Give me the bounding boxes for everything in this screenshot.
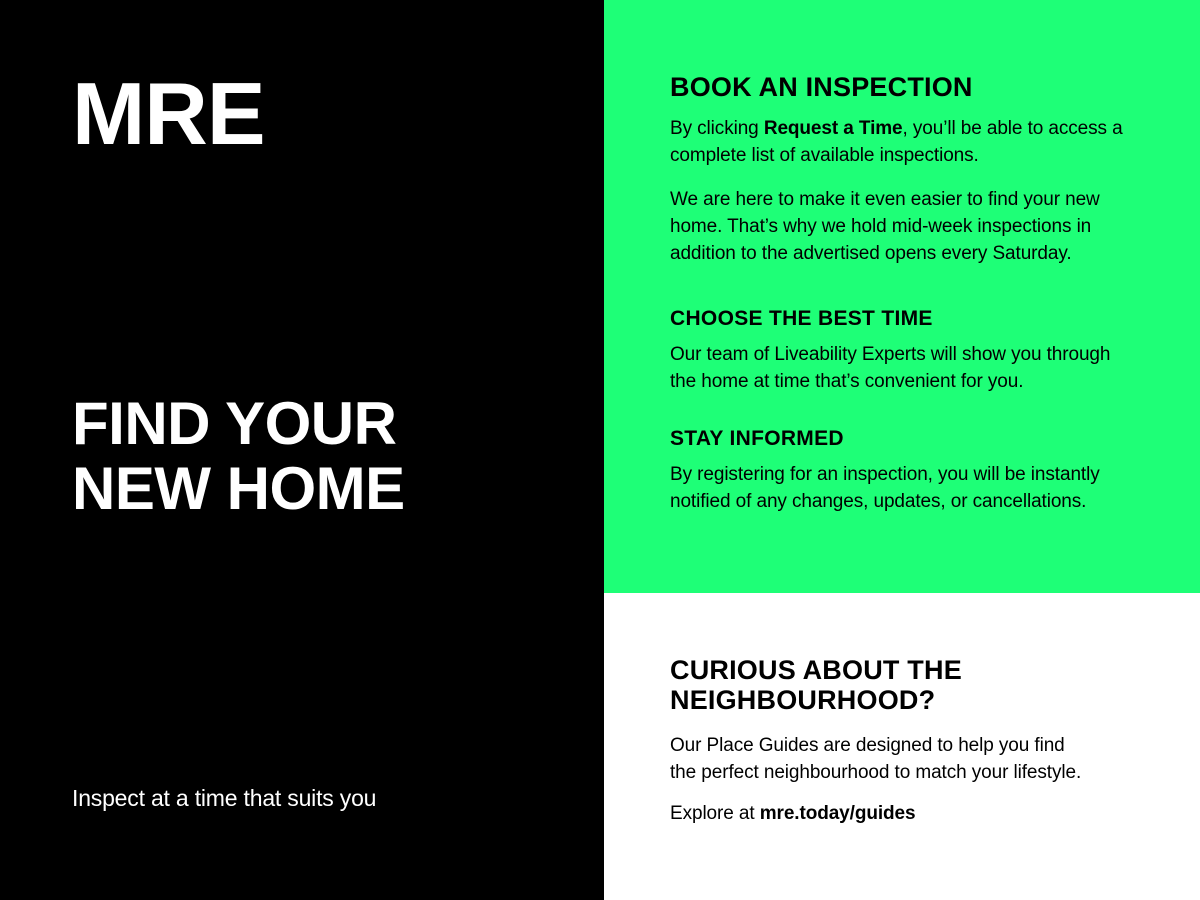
- book-inspection-panel: [604, 0, 1200, 593]
- brand-logo: MRE: [72, 64, 265, 163]
- choose-best-time-heading: CHOOSE THE BEST TIME: [670, 307, 933, 331]
- spacer: [670, 413, 1138, 427]
- neighbourhood-body: [670, 733, 1138, 787]
- para1-post: , you’ll be able to access a complete list of available inspections.: [670, 118, 1123, 167]
- para1-pre: By clicking: [670, 118, 764, 140]
- request-a-time-emphasis: Request a Time: [763, 118, 903, 140]
- explore-prefix: Explore at: [670, 803, 760, 825]
- neighbourhood-heading: [670, 655, 1138, 715]
- neighbourhood-heading-line-1: CURIOUS ABOUT THE: [670, 655, 962, 685]
- stay-informed-heading: STAY INFORMED: [670, 427, 844, 451]
- headline-line-2: NEW HOME: [72, 454, 405, 522]
- choose-best-time-body: Our team of Liveability Experts will show you through the home at time that’s convenient for you.: [670, 344, 1111, 393]
- neighbourhood-heading-line-2: NEIGHBOURHOOD?: [670, 685, 936, 716]
- neighbourhood-body-line-2: the perfect neighbourhood to match your lifestyle.: [670, 762, 1082, 784]
- stay-informed-body: By registering for an inspection, you will be instantly notified of any changes, updates, or cancellations.: [670, 464, 1100, 512]
- guides-url[interactable]: mre.today/guides: [759, 803, 916, 825]
- headline-line-1: FIND YOUR: [72, 390, 397, 457]
- book-inspection-paragraph-1: [670, 116, 1138, 170]
- book-inspection-heading: BOOK AN INSPECTION: [670, 72, 973, 102]
- tagline: Inspect at a time that suits you: [72, 785, 377, 811]
- book-inspection-paragraph-2: We are here to make it even easier to find your new home. That’s why we hold mid-week inspections in addition to the advertised opens every Saturday.: [670, 189, 1100, 265]
- right-column: [604, 0, 1200, 900]
- spacer: [670, 285, 1138, 307]
- page-title: [72, 392, 405, 522]
- neighbourhood-body-line-1: Our Place Guides are designed to help you find: [670, 735, 1065, 757]
- explore-line: [670, 801, 1138, 828]
- neighbourhood-panel: [604, 593, 1200, 900]
